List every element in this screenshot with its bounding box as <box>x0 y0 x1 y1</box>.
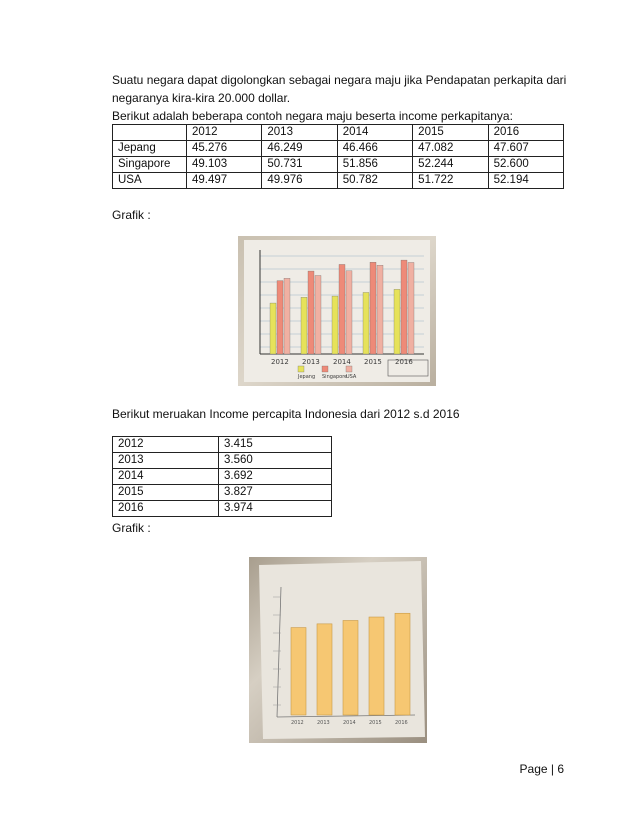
chart-bar <box>284 278 290 354</box>
chart-x-tick-label: 2014 <box>333 358 351 366</box>
chart-bar <box>343 620 358 715</box>
table-cell: 52.194 <box>488 173 563 189</box>
chart-photo-indonesia <box>249 557 427 743</box>
chart-legend-swatch <box>346 366 352 372</box>
table-cell: 2015 <box>113 485 219 501</box>
chart-bar <box>317 624 332 715</box>
intro-line-1: Suatu negara dapat digolongkan sebagai negara maju jika Pendapatan perkapita dari <box>112 73 567 87</box>
chart-bar <box>301 297 307 354</box>
chart-legend-label: Singapore <box>322 374 348 380</box>
table-cell: 49.976 <box>262 173 337 189</box>
chart-legend-swatch <box>298 366 304 372</box>
table-cell: 2013 <box>113 453 219 469</box>
chart-bar <box>308 271 314 354</box>
chart-bar <box>363 292 369 354</box>
table-cell: 3.827 <box>219 485 332 501</box>
chart-x-tick-label: 2013 <box>317 720 330 726</box>
chart-photo-developed-countries <box>238 236 436 386</box>
table-row <box>113 141 564 157</box>
chart-x-tick-label: 2016 <box>395 720 408 726</box>
chart-x-tick-label: 2012 <box>291 720 304 726</box>
chart-bar <box>277 281 283 354</box>
intro-line-3: Berikut adalah beberapa contoh negara maju beserta income perkapitanya: <box>112 109 513 123</box>
table-cell: 45.276 <box>187 141 262 157</box>
table-cell: 47.607 <box>488 141 563 157</box>
chart-bar <box>315 275 321 354</box>
chart-bar <box>395 613 410 715</box>
chart-photo-drawing <box>249 557 427 743</box>
chart-bar <box>270 303 276 354</box>
table-cell: Singapore <box>113 157 187 173</box>
chart-bar <box>408 262 414 354</box>
table-header-cell: 2016 <box>488 125 563 141</box>
table-header-cell: 2014 <box>337 125 412 141</box>
table-cell: 49.497 <box>187 173 262 189</box>
intro-indonesia: Berikut meruakan Income percapita Indonesia dari 2012 s.d 2016 <box>112 407 460 421</box>
table-header-row <box>113 125 564 141</box>
chart-legend-label: Jepang <box>298 374 316 380</box>
chart-photo-drawing <box>238 236 436 386</box>
table-row <box>113 173 564 189</box>
table-cell: 3.692 <box>219 469 332 485</box>
chart-x-tick-label: 2015 <box>364 358 382 366</box>
chart-bar <box>369 617 384 715</box>
chart-x-tick-label: 2016 <box>395 358 413 366</box>
chart-bar <box>370 262 376 354</box>
chart-x-tick-label: 2012 <box>271 358 289 366</box>
chart-bar <box>401 260 407 354</box>
table-cell: 3.560 <box>219 453 332 469</box>
chart-x-tick-label: 2013 <box>302 358 320 366</box>
table-row <box>113 485 332 501</box>
table-cell: 3.415 <box>219 437 332 453</box>
chart-legend-label: USA <box>346 374 357 380</box>
developed-countries-table <box>112 124 564 189</box>
table-header-cell: 2013 <box>262 125 337 141</box>
table-header-cell <box>113 125 187 141</box>
grafik-label-2: Grafik : <box>112 521 151 535</box>
chart-bar <box>394 289 400 354</box>
table-cell: 2016 <box>113 501 219 517</box>
page-number: Page | 6 <box>519 762 564 776</box>
table-cell: 51.856 <box>337 157 412 173</box>
table-cell: 3.974 <box>219 501 332 517</box>
table-cell: Jepang <box>113 141 187 157</box>
chart-x-tick-label: 2014 <box>343 720 356 726</box>
chart-legend-swatch <box>322 366 328 372</box>
grafik-label-1: Grafik : <box>112 208 151 222</box>
table-cell: 2012 <box>113 437 219 453</box>
table-cell: 52.244 <box>413 157 488 173</box>
chart-bar <box>377 265 383 354</box>
table-cell: 52.600 <box>488 157 563 173</box>
chart-bar <box>346 271 352 354</box>
table-cell: 46.249 <box>262 141 337 157</box>
table-cell: 49.103 <box>187 157 262 173</box>
chart-x-tick-label: 2015 <box>369 720 382 726</box>
table-cell: 51.722 <box>413 173 488 189</box>
table-cell: 47.082 <box>413 141 488 157</box>
table-cell: 50.782 <box>337 173 412 189</box>
table-cell: USA <box>113 173 187 189</box>
table-row <box>113 469 332 485</box>
table-header-cell: 2012 <box>187 125 262 141</box>
chart-bar <box>291 628 306 715</box>
chart-bar <box>339 264 345 354</box>
table-row <box>113 437 332 453</box>
table-header-cell: 2015 <box>413 125 488 141</box>
chart-bar <box>332 296 338 354</box>
table-row <box>113 501 332 517</box>
table-cell: 50.731 <box>262 157 337 173</box>
table-row <box>113 157 564 173</box>
intro-line-2: negaranya kira-kira 20.000 dollar. <box>112 91 291 105</box>
table-cell: 2014 <box>113 469 219 485</box>
indonesia-income-table <box>112 436 332 517</box>
table-cell: 46.466 <box>337 141 412 157</box>
table-row <box>113 453 332 469</box>
